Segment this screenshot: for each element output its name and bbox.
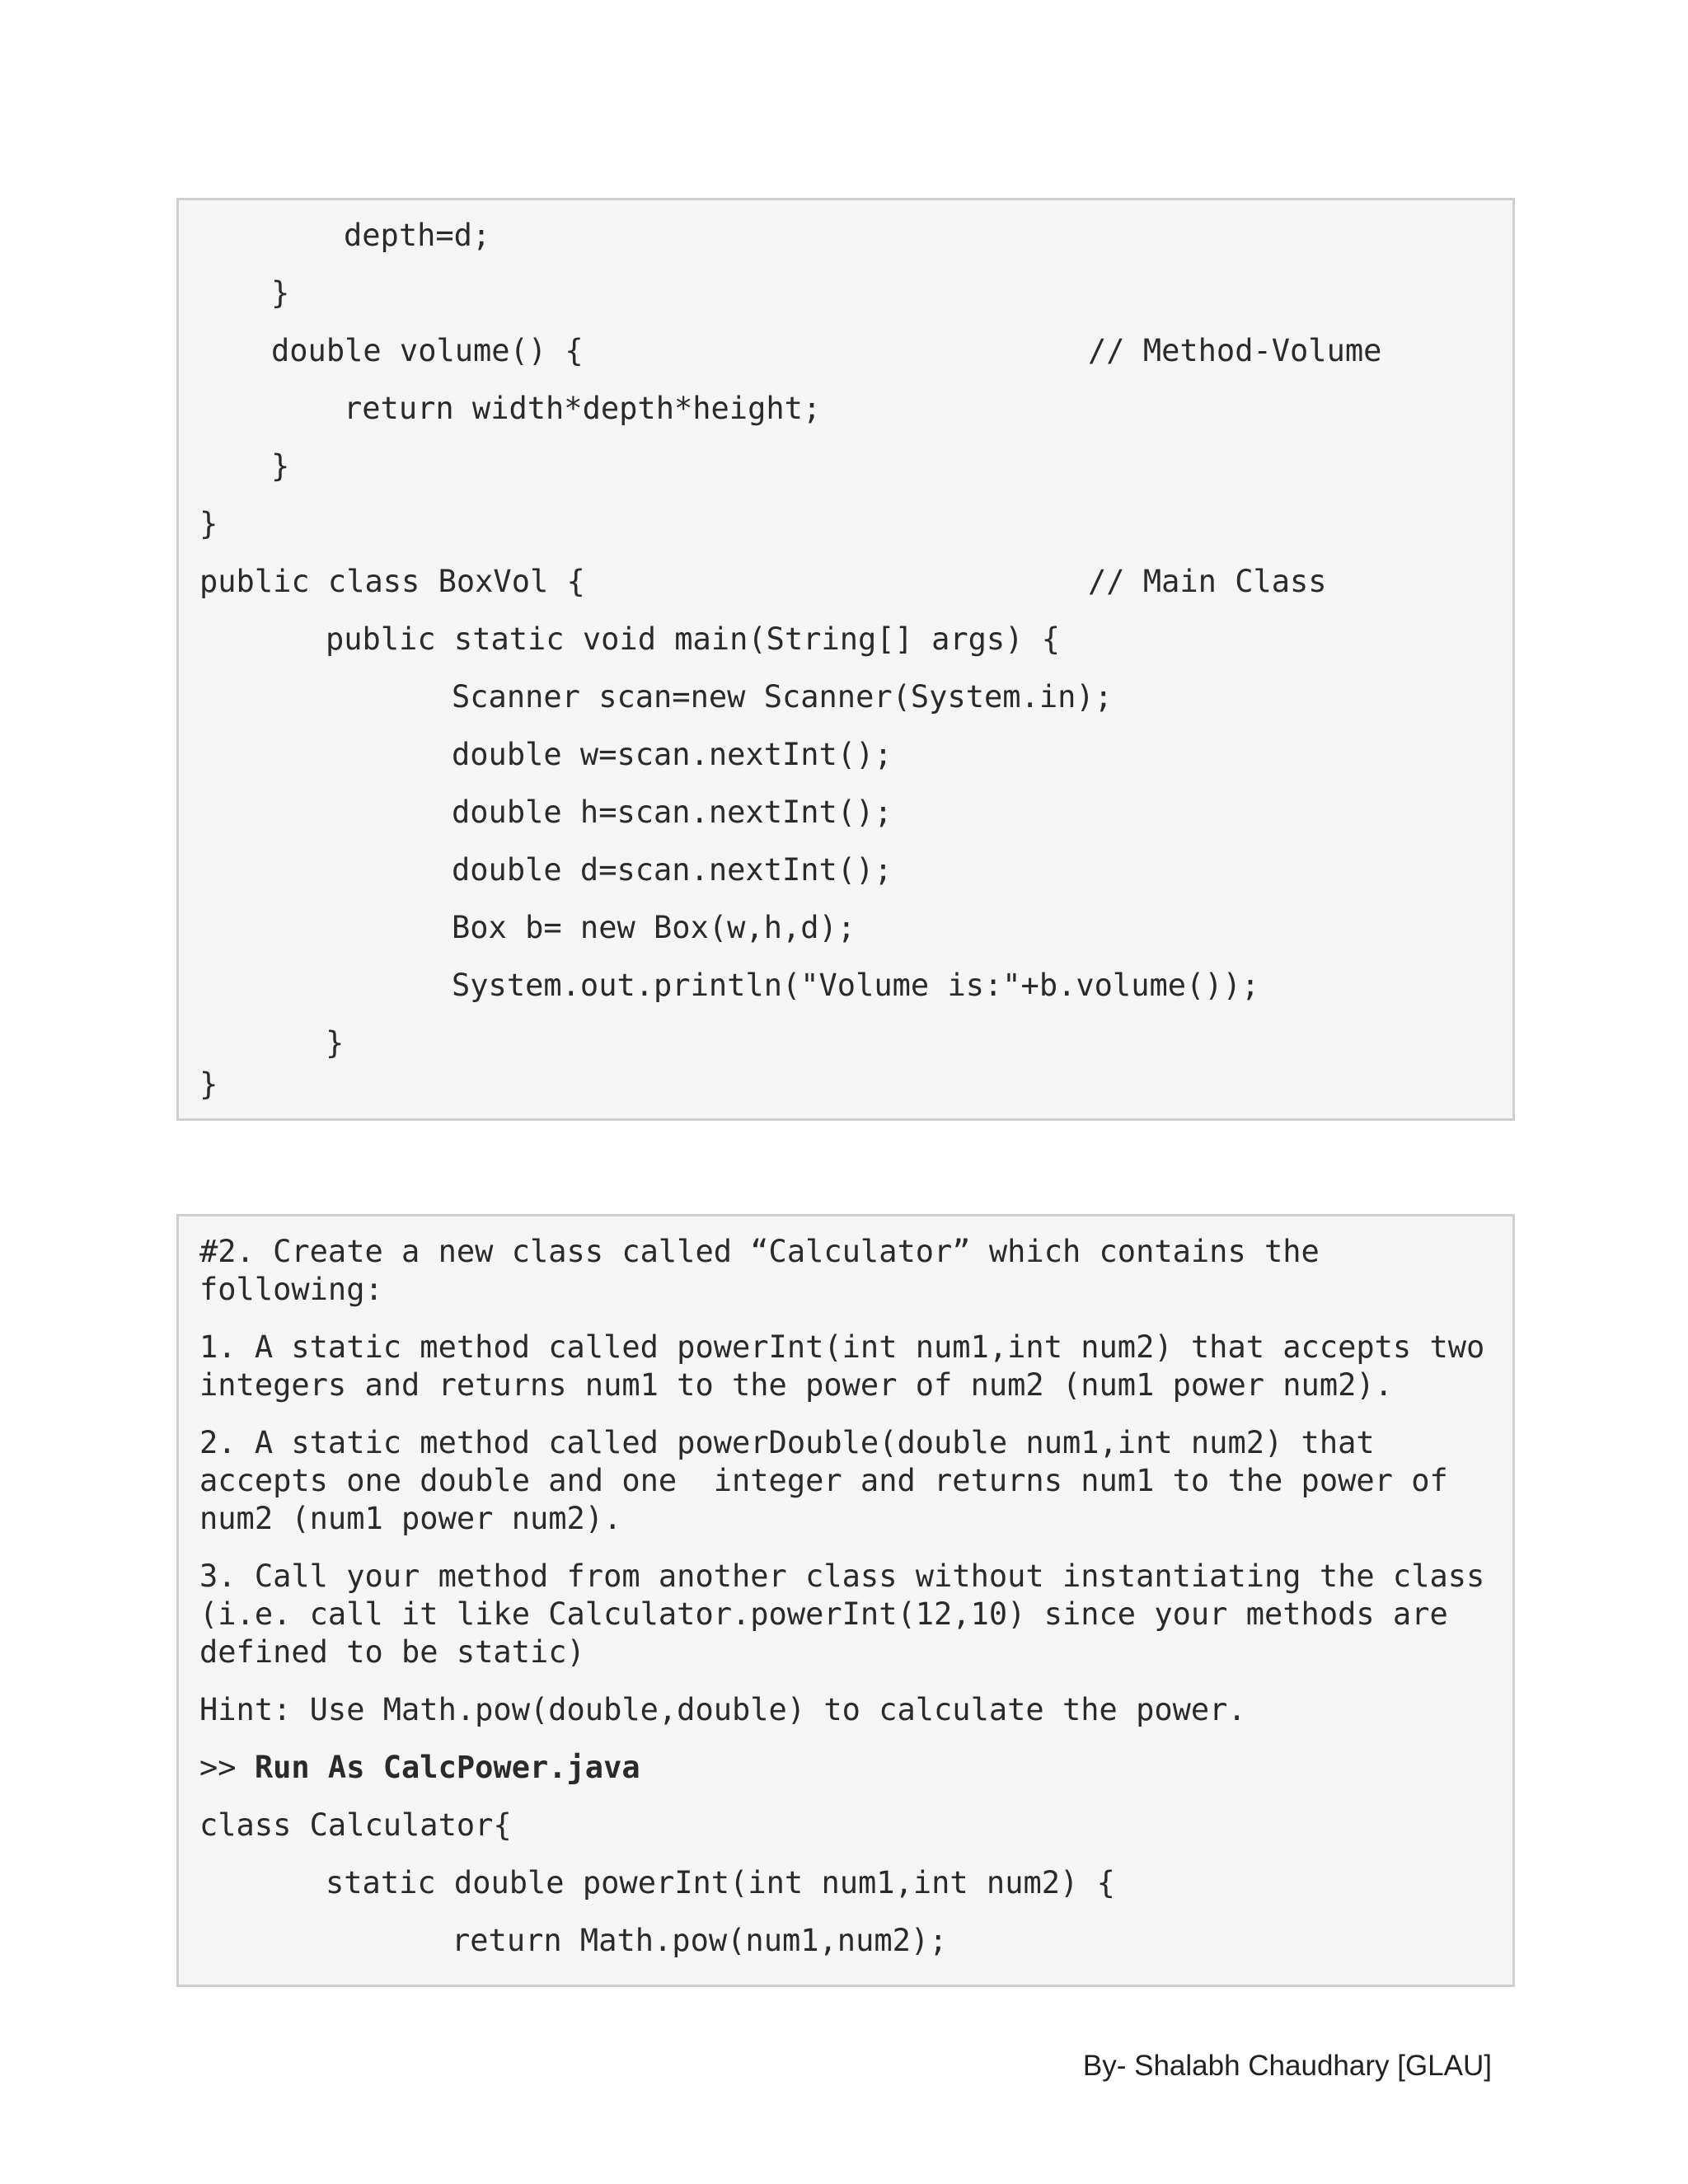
task-item-2-line: 2. A static method called powerDouble(double num1,int num2) that bbox=[199, 1425, 1375, 1460]
run-prefix: >> bbox=[199, 1750, 255, 1785]
task-item-2-line: accepts one double and one integer and returns num1 to the power of bbox=[199, 1463, 1448, 1498]
code-line: } bbox=[199, 1066, 218, 1102]
code-comment: // Main Class bbox=[1088, 564, 1327, 599]
code-block-boxvol bbox=[176, 198, 1515, 1121]
code-line: } bbox=[271, 448, 290, 484]
code-line: double h=scan.nextInt(); bbox=[452, 794, 893, 830]
author-footer: By- Shalabh Chaudhary [GLAU] bbox=[1082, 2050, 1492, 2082]
code-line: double w=scan.nextInt(); bbox=[452, 737, 893, 772]
run-label: Run As CalcPower.java bbox=[254, 1750, 640, 1785]
code-line: return width*depth*height; bbox=[344, 391, 822, 426]
code-line: Box b= new Box(w,h,d); bbox=[452, 910, 856, 945]
task-title-line: following: bbox=[199, 1272, 383, 1307]
code-line: return Math.pow(num1,num2); bbox=[452, 1923, 948, 1958]
code-comment: // Method-Volume bbox=[1088, 333, 1382, 368]
task-item-2-line: num2 (num1 power num2). bbox=[199, 1501, 622, 1536]
task-block-calculator bbox=[176, 1214, 1515, 1987]
code-line: System.out.println("Volume is:"+b.volume()); bbox=[452, 968, 1260, 1003]
code-line: double volume() { bbox=[271, 333, 584, 368]
run-instruction bbox=[199, 1749, 640, 1787]
code-line: public class BoxVol { bbox=[199, 564, 585, 599]
code-line: } bbox=[326, 1025, 345, 1061]
task-item-3-line: defined to be static) bbox=[199, 1634, 585, 1670]
task-title-line: #2. Create a new class called “Calculator” which contains the bbox=[199, 1234, 1320, 1269]
task-item-3-line: (i.e. call it like Calculator.powerInt(12,10) since your methods are bbox=[199, 1596, 1448, 1632]
task-item-3-line: 3. Call your method from another class without instantiating the class bbox=[199, 1558, 1485, 1594]
code-line: } bbox=[271, 275, 290, 311]
task-item-1-line: 1. A static method called powerInt(int num1,int num2) that accepts two bbox=[199, 1329, 1485, 1365]
code-line: } bbox=[199, 506, 218, 541]
code-line: public static void main(String[] args) { bbox=[326, 621, 1061, 657]
task-item-1-line: integers and returns num1 to the power of num2 (num1 power num2). bbox=[199, 1367, 1393, 1403]
task-hint: Hint: Use Math.pow(double,double) to calculate the power. bbox=[199, 1692, 1246, 1727]
code-line: static double powerInt(int num1,int num2) { bbox=[326, 1865, 1115, 1900]
code-line: depth=d; bbox=[344, 218, 491, 253]
code-line: Scanner scan=new Scanner(System.in); bbox=[452, 679, 1113, 715]
code-line: double d=scan.nextInt(); bbox=[452, 852, 893, 888]
code-line: class Calculator{ bbox=[199, 1807, 512, 1843]
